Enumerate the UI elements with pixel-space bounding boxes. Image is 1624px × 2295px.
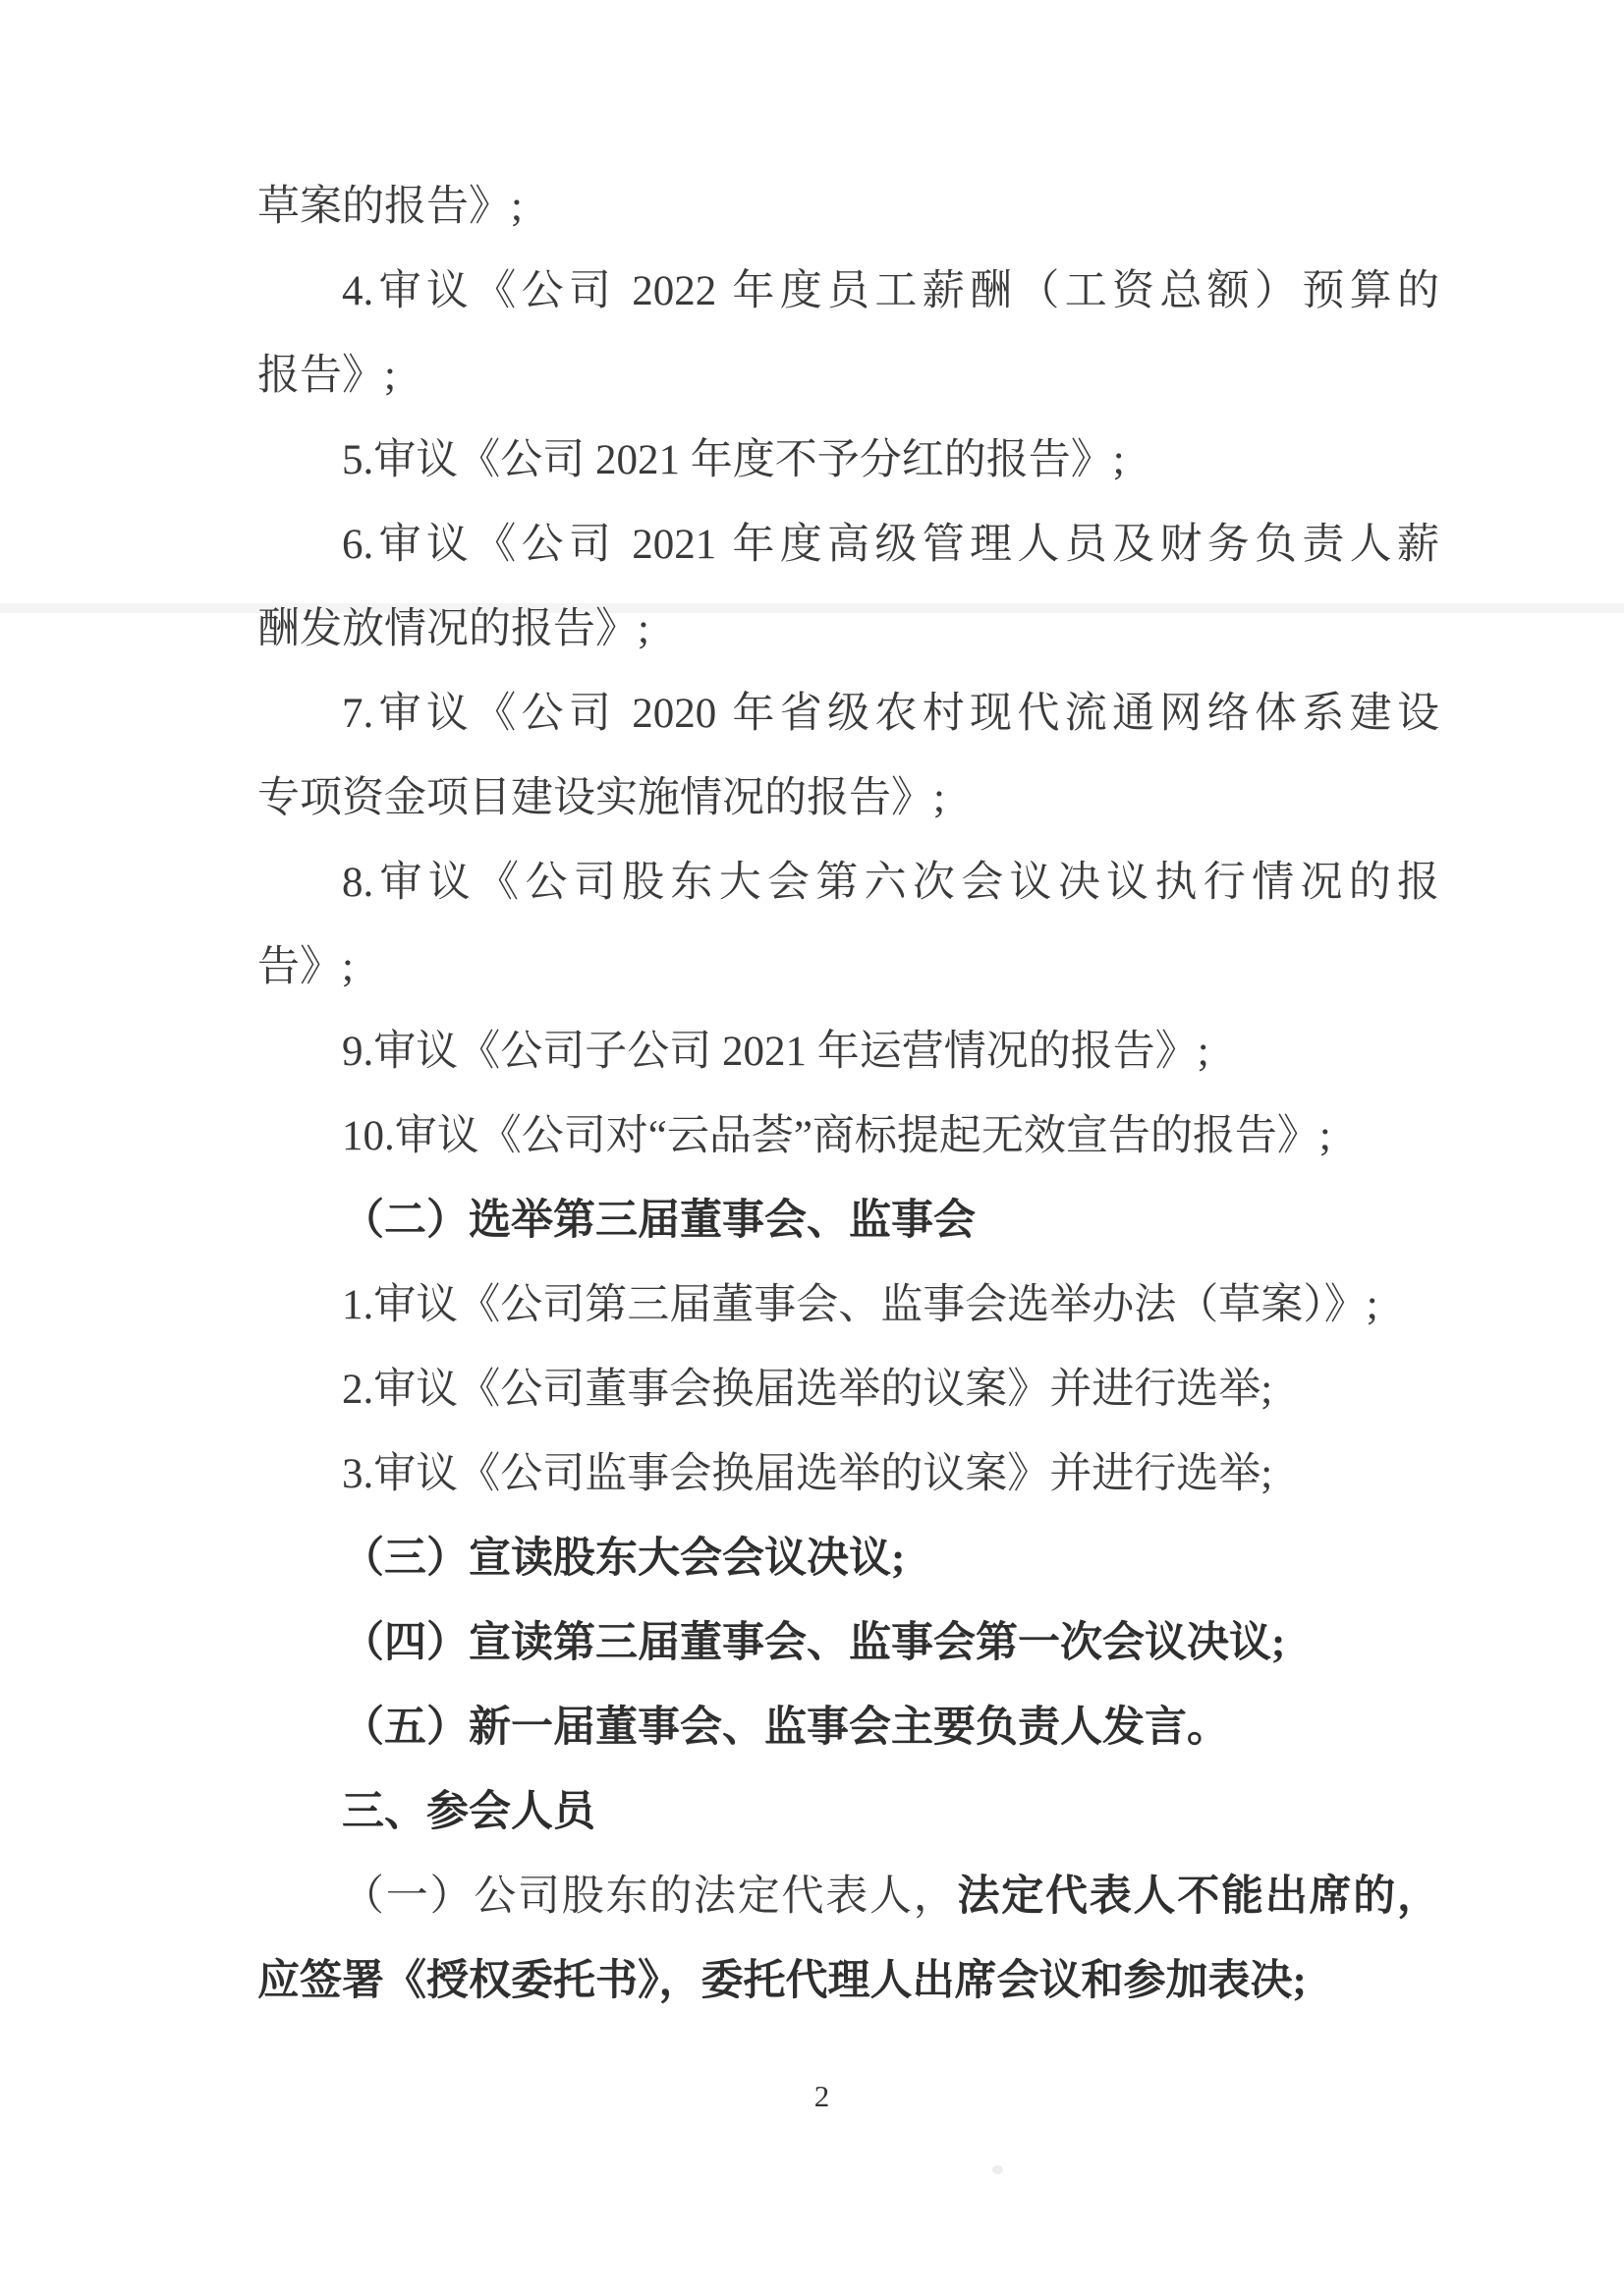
document-line: 8.审议《公司股东大会第六次会议决议执行情况的报 xyxy=(342,860,1439,906)
document-line: （三）宣读股东大会会议决议; xyxy=(342,1536,906,1582)
document-line: 6.审议《公司 2021 年度高级管理人员及财务负责人薪 xyxy=(342,522,1439,568)
document-line: 1.审议《公司第三届董事会、监事会选举办法（草案）》; xyxy=(342,1282,1378,1328)
document-line: 4.审议《公司 2022 年度员工薪酬（工资总额）预算的 xyxy=(342,268,1439,314)
document-line: 专项资金项目建设实施情况的报告》; xyxy=(257,775,945,821)
document-line: （四）宣读第三届董事会、监事会第一次会议决议; xyxy=(342,1620,1286,1666)
document-body xyxy=(257,165,1439,2024)
document-line: 2.审议《公司董事会换届选举的议案》并进行选举; xyxy=(342,1367,1273,1413)
document-line: 5.审议《公司 2021 年度不予分红的报告》; xyxy=(342,437,1125,483)
document-line: 草案的报告》; xyxy=(257,184,523,230)
body-text: （一）公司股东的法定代表人， xyxy=(342,1874,958,1920)
document-line: 10.审议《公司对“云品荟”商标提起无效宣告的报告》; xyxy=(342,1113,1331,1159)
page-number: 2 xyxy=(813,2079,830,2113)
document-line: （五）新一届董事会、监事会主要负责人发言。 xyxy=(342,1705,1229,1751)
emphasized-text: 法定代表人不能出席的， xyxy=(957,1874,1439,1920)
scan-artifact-speck xyxy=(992,2165,1003,2174)
document-line xyxy=(257,1855,1439,1939)
section-heading: 三、参会人员 xyxy=(342,1789,595,1835)
document-line: 应签署《授权委托书》，委托代理人出席会议和参加表决; xyxy=(257,1958,1307,2004)
document-line: 9.审议《公司子公司 2021 年运营情况的报告》; xyxy=(342,1029,1209,1075)
document-line: 3.审议《公司监事会换届选举的议案》并进行选举; xyxy=(342,1451,1273,1497)
document-line: 报告》; xyxy=(257,353,396,399)
document-line: 告》; xyxy=(257,944,354,990)
document-line: （二）选举第三届董事会、监事会 xyxy=(342,1198,976,1244)
document-line: 酬发放情况的报告》; xyxy=(257,606,649,652)
document-line: 7.审议《公司 2020 年省级农村现代流通网络体系建设 xyxy=(342,691,1439,737)
